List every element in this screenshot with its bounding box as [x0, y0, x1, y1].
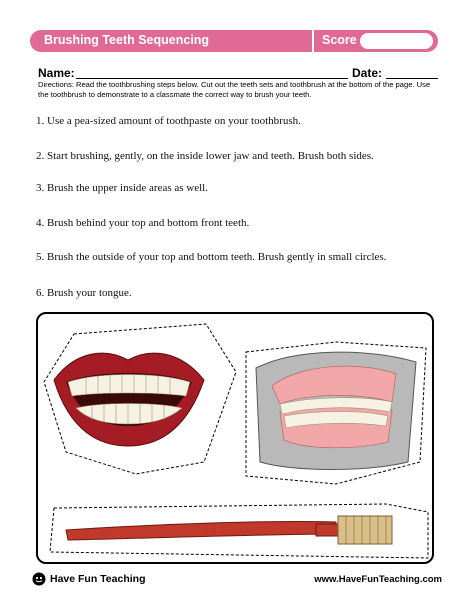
cutout-art [36, 312, 434, 564]
name-label: Name: [38, 66, 75, 80]
directions-text: Directions: Read the toothbrushing steps below. Cut out the teeth sets and toothbrush at the bottom of the page. Use the toothbrush to demonstrate to a classmate the correct way to brush your teeth. [38, 80, 431, 99]
header-divider [312, 30, 314, 52]
step-item: 3. Brush the upper inside areas as well. [36, 182, 208, 194]
step-item: 4. Brush behind your top and bottom front teeth. [36, 217, 250, 229]
toothbrush-art [66, 516, 392, 544]
lips-teeth-art [54, 353, 204, 446]
date-field-line[interactable] [386, 78, 438, 79]
date-label: Date: [352, 66, 383, 80]
score-label: Score [322, 33, 357, 47]
footer-logo-text: Have Fun Teaching [50, 573, 146, 585]
footer-url[interactable]: www.HaveFunTeaching.com [314, 574, 442, 585]
step-item: 5. Brush the outside of your top and bottom teeth. Brush gently in small circles. [36, 251, 387, 263]
score-field[interactable] [360, 33, 433, 49]
worksheet-title: Brushing Teeth Sequencing [44, 33, 210, 47]
worksheet-header [30, 30, 438, 52]
step-item: 1. Use a pea-sized amount of toothpaste on your toothbrush. [36, 115, 301, 127]
step-item: 2. Start brushing, gently, on the inside lower jaw and teeth. Brush both sides. [36, 150, 374, 162]
step-item: 6. Brush your tongue. [36, 287, 132, 299]
hft-logo-icon [32, 572, 46, 586]
name-field-line[interactable] [76, 78, 348, 79]
dental-model-art [256, 352, 416, 469]
